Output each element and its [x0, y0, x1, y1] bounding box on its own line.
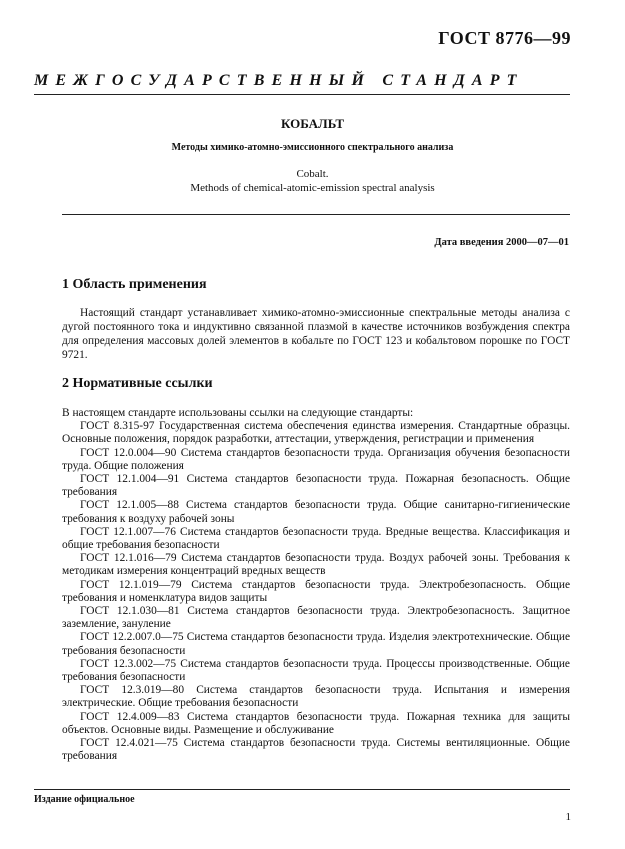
reference-title: Система стандартов безопасности труда. Воздух рабочей зоны. Требования к методикам измерения концентраций вредных веществ — [62, 552, 571, 578]
section-2-heading: 2 Нормативные ссылки — [62, 376, 213, 391]
reference-title: Система стандартов безопасности труда. Вредные вещества. Классификация и общие требования безопасности — [62, 525, 570, 552]
reference-title: Система стандартов безопасности труда. Системы вентиляционные. Общие требования — [62, 737, 570, 763]
reference-item — [62, 631, 570, 657]
reference-title: Система стандартов безопасности труда. Испытания и измерения электрические. Общие требования безопасности — [62, 684, 570, 710]
reference-code: ГОСТ 12.4.009—83 — [80, 710, 180, 723]
reference-code: ГОСТ 12.1.004—91 — [80, 473, 180, 486]
edition-note: Издание официальное — [34, 794, 135, 805]
references-intro: В настоящем стандарте использованы ссылки на следующие стандарты: — [62, 407, 414, 419]
section-1-heading: 1 Область применения — [62, 277, 207, 292]
middle-rule — [62, 214, 570, 215]
reference-title: Система стандартов безопасности труда. Процессы производственные. Общие требования безопасности — [62, 657, 570, 684]
reference-item — [62, 499, 570, 525]
bottom-rule — [34, 789, 570, 790]
reference-code: ГОСТ 8.315-97 — [80, 420, 155, 433]
reference-code: ГОСТ 12.3.019—80 — [80, 684, 185, 697]
reference-item — [62, 526, 570, 552]
reference-item — [62, 711, 570, 737]
introduction-date: Дата введения 2000—07—01 — [434, 237, 569, 248]
reference-title: Система стандартов безопасности труда. Пожарная техника для защиты объектов. Основные виды. Размещение и обслуживание — [62, 710, 570, 736]
reference-item — [62, 658, 570, 684]
reference-title: Система стандартов безопасности труда. Электробезопасность. Общие требования и номенклатура видов защиты — [62, 578, 570, 604]
reference-code: ГОСТ 12.1.030—81 — [80, 605, 180, 618]
reference-title: Государственная система обеспечения единства измерения. Стандартные образцы. Основные положения, порядок разработки, аттестации, утверждения, регистрации и применения — [62, 420, 570, 446]
page-number: 1 — [565, 811, 571, 823]
reference-item — [62, 605, 570, 631]
document-subtitle-ru: Методы химико-атомно-эмиссионного спектрального анализа — [171, 142, 454, 153]
reference-title: Система стандартов безопасности труда. Электробезопасность. Защитное заземление, зануление — [62, 605, 570, 631]
reference-title: Система стандартов безопасности труда. Общие санитарно-гигиенические требования к воздуху рабочей зоны — [62, 499, 571, 525]
reference-code: ГОСТ 12.1.007—76 — [80, 525, 176, 538]
reference-title: Система стандартов безопасности труда. Пожарная безопасность. Общие требования — [62, 473, 571, 499]
gost-number: ГОСТ 8776—99 — [438, 28, 571, 48]
references-list — [62, 407, 570, 763]
reference-code: ГОСТ 12.3.002—75 — [80, 657, 177, 670]
reference-item — [62, 447, 570, 473]
interstate-standard-banner: МЕЖГОСУДАРСТВЕННЫЙ СТАНДАРТ — [34, 72, 524, 89]
reference-code: ГОСТ 12.1.019—79 — [80, 578, 182, 591]
reference-code: ГОСТ 12.4.021—75 — [80, 737, 178, 750]
reference-title: Система стандартов безопасности труда. Изделия электротехнические. Общие требования безопасности — [62, 631, 570, 657]
reference-code: ГОСТ 12.0.004—90 — [80, 446, 177, 459]
document-subtitle-en: Methods of chemical-atomic-emission spectral analysis — [190, 182, 435, 194]
reference-item — [62, 552, 570, 578]
reference-code: ГОСТ 12.1.005—88 — [80, 499, 179, 512]
top-rule — [34, 94, 570, 95]
reference-item — [62, 737, 570, 763]
reference-title: Система стандартов безопасности труда. Организация обучения безопасности труда. Общие положения — [62, 446, 570, 472]
section-1-text: Настоящий стандарт устанавливает химико-атомно-эмиссионные спектральные методы анализа с дугой постоянного тока и индуктивно связанной плазмой в качестве источников возбуждения спектра для определения массовых долей элементов в кобальте по ГОСТ 123 и кобальтовом порошке по ГОСТ 9721. — [62, 307, 570, 361]
reference-item — [62, 473, 570, 499]
reference-code: ГОСТ 12.1.016—79 — [80, 552, 177, 565]
reference-item — [62, 684, 570, 710]
reference-item — [62, 420, 570, 446]
reference-item — [62, 579, 570, 605]
reference-code: ГОСТ 12.2.007.0—75 — [80, 631, 184, 644]
document-title-en: Cobalt. — [296, 168, 329, 180]
document-title-ru: КОБАЛЬТ — [280, 116, 344, 131]
